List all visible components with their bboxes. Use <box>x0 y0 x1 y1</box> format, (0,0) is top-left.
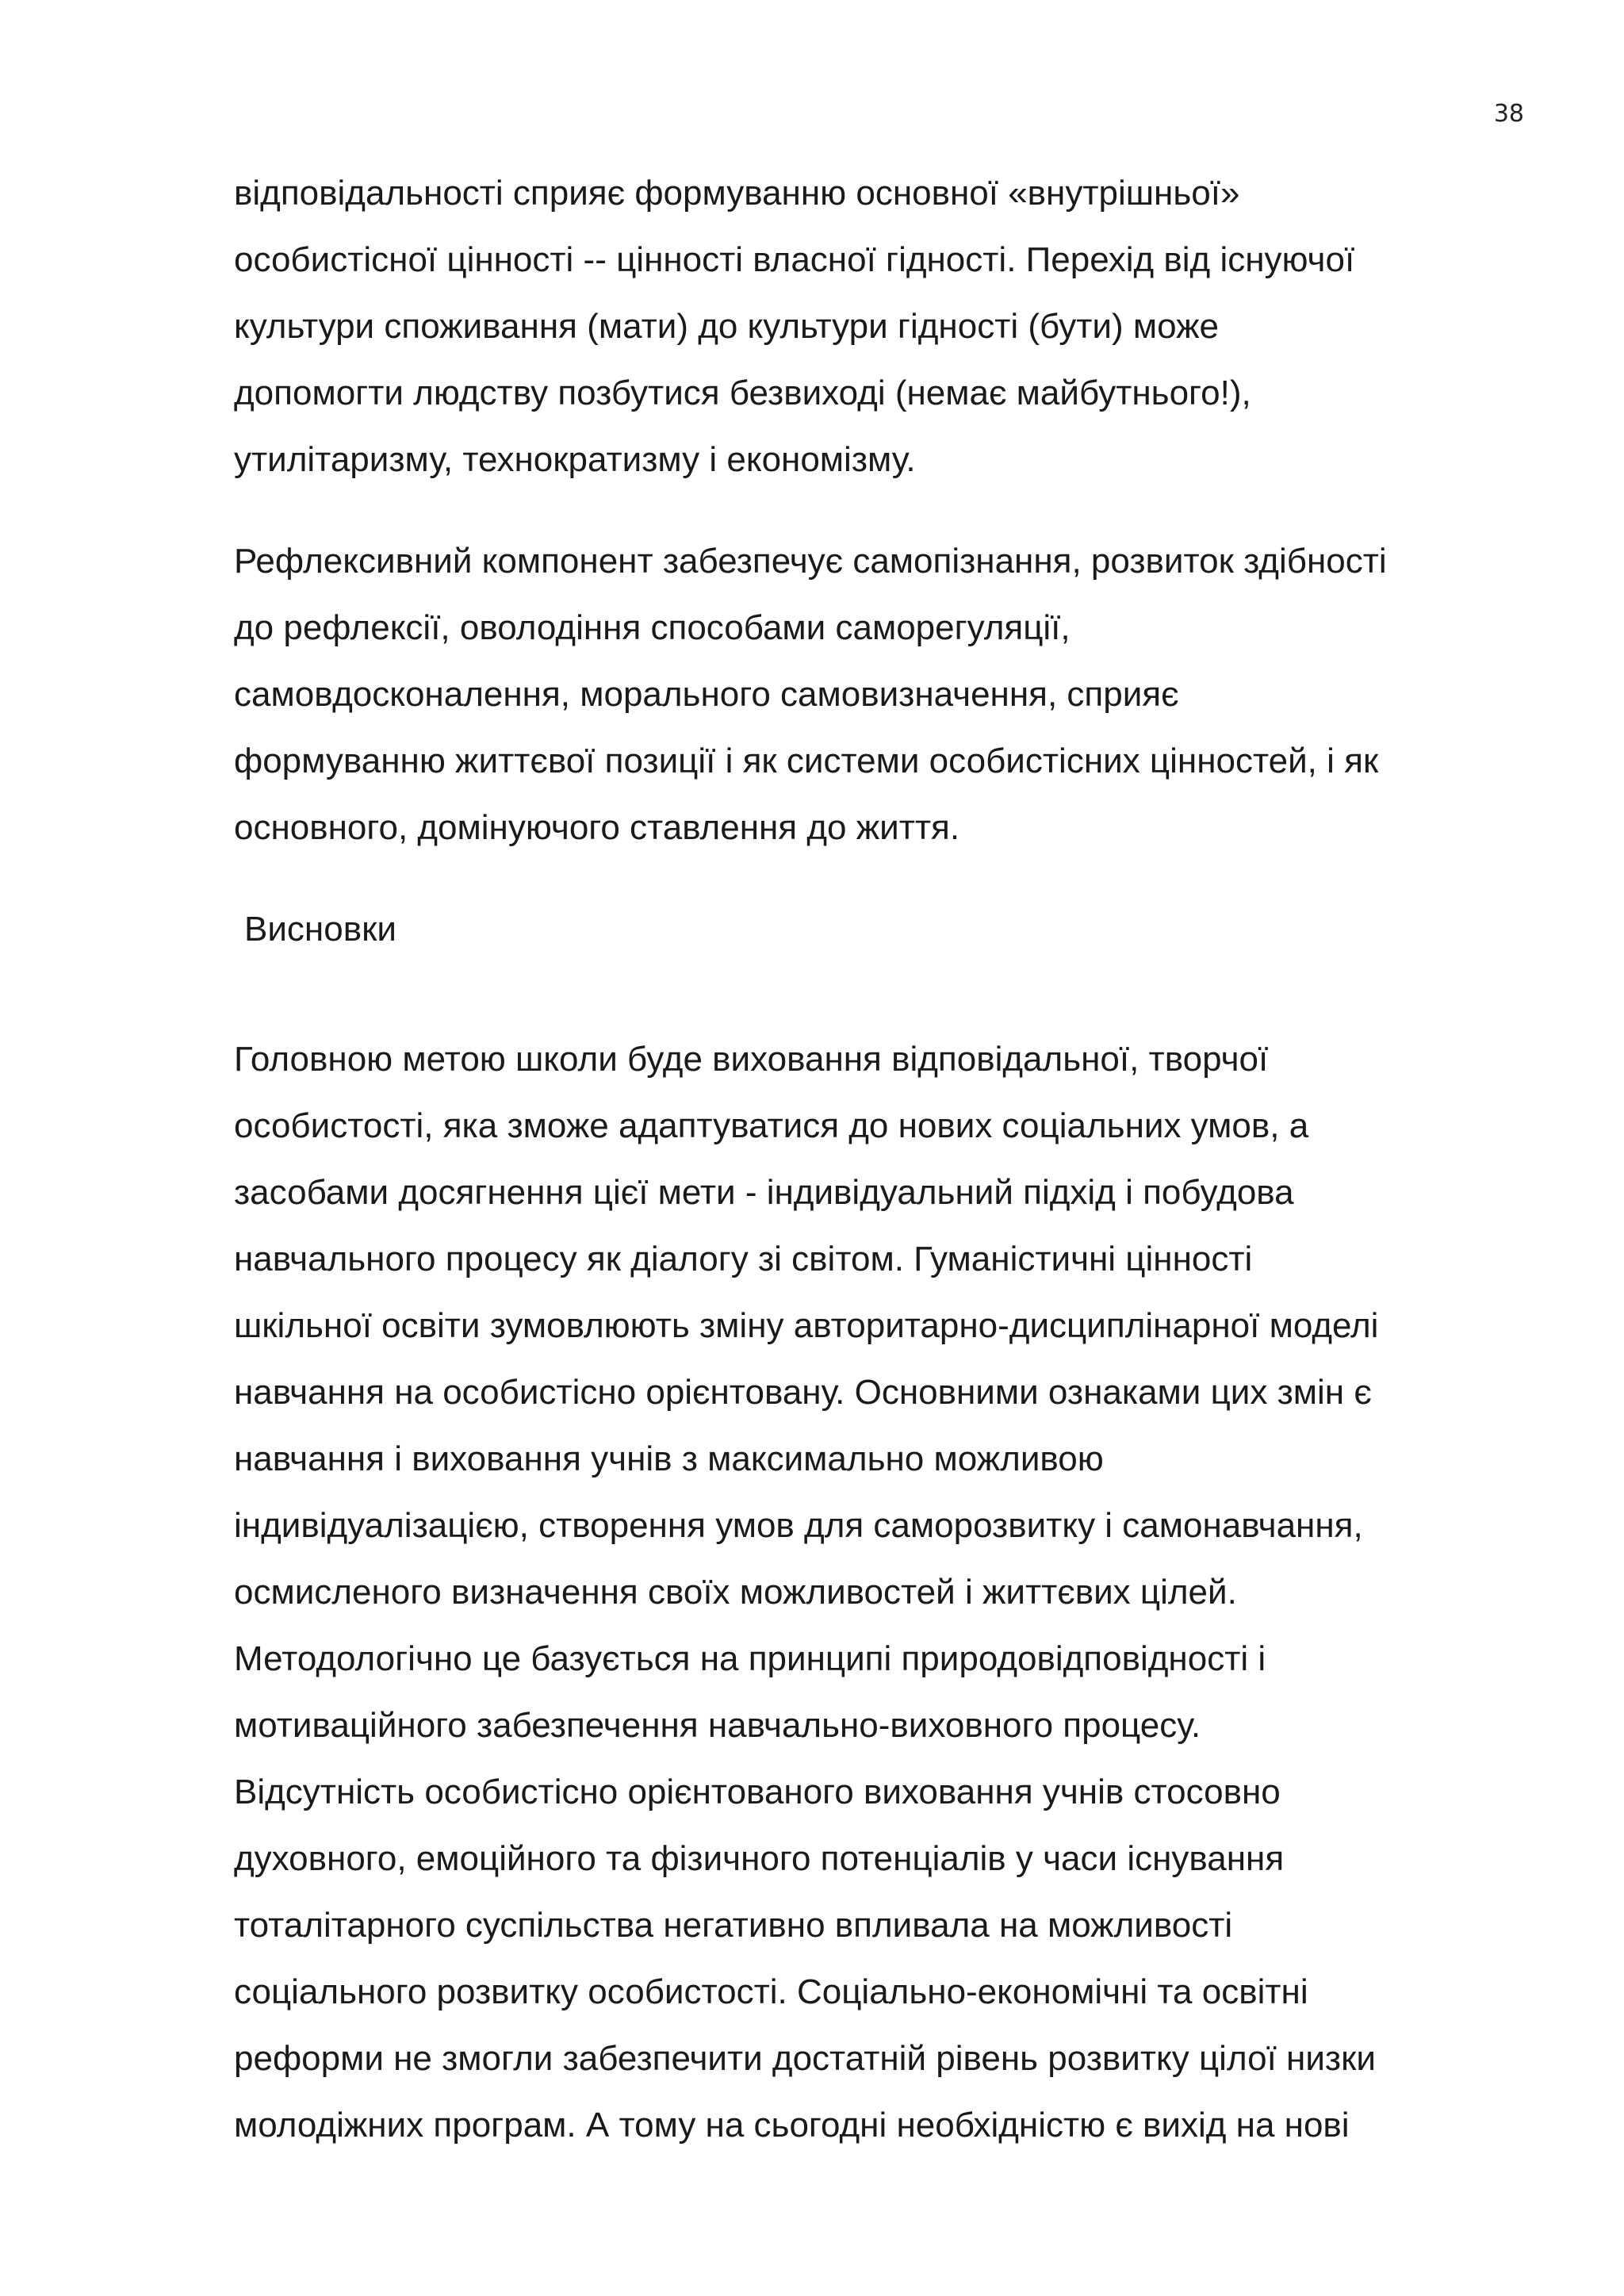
paragraph-line: соціального розвитку особистості. Соціально-економічні та освітні <box>234 1972 1308 2011</box>
paragraph-line: формуванню життєвої позиції і як системи особистісних цінностей, і як <box>234 742 1379 780</box>
paragraph-line: Відсутність особистісно орієнтованого виховання учнів стосовно <box>234 1773 1281 1811</box>
paragraph-line: тоталітарного суспільства негативно впливала на можливості <box>234 1906 1233 1945</box>
paragraph-line: молодіжних програм. А тому на сьогодні необхідністю є вихід на нові <box>234 2106 1350 2145</box>
paragraph-line: шкільної освіти зумовлюють зміну авторитарно-дисциплінарної моделі <box>234 1306 1379 1345</box>
paragraph-line: утилітаризму, технократизму і економізму. <box>234 440 916 479</box>
paragraph-line: засобами досягнення цієї мети - індивідуальний підхід і побудова <box>234 1173 1294 1212</box>
paragraph-line: Головною метою школи буде виховання відповідальної, творчої <box>234 1040 1269 1079</box>
paragraph-line: Рефлексивний компонент забезпечує самопізнання, розвиток здібності <box>234 542 1387 581</box>
paragraph-line: навчання і виховання учнів з максимально можливою <box>234 1439 1104 1478</box>
paragraph-line: духовного, емоційного та фізичного потенціалів у часи існування <box>234 1839 1285 1878</box>
paragraph-line: осмисленого визначення своїх можливостей і життєвих цілей. <box>234 1573 1237 1612</box>
paragraph-line: до рефлексії, оволодіння способами саморегуляції, <box>234 608 1071 647</box>
paragraph-line: основного, домінуючого ставлення до життя. <box>234 808 960 847</box>
paragraph-line: допомогти людству позбутися безвиході (немає майбутнього!), <box>234 374 1251 412</box>
paragraph-line: культури споживання (мати) до культури гідності (бути) може <box>234 307 1219 346</box>
paragraph-line: мотиваційного забезпечення навчально-виховного процесу. <box>234 1706 1201 1745</box>
paragraph-line: навчального процесу як діалогу зі світом. Гуманістичні цінності <box>234 1240 1253 1278</box>
paragraph-line: індивідуалізацією, створення умов для саморозвитку і самонавчання, <box>234 1506 1363 1545</box>
paragraph-line: самовдосконалення, морального самовизначення, сприяє <box>234 675 1179 714</box>
paragraph-line: відповідальності сприяє формуванню основної «внутрішньої» <box>234 174 1240 213</box>
paragraph-line: особистісної цінності -- цінності власної гідності. Перехід від існуючої <box>234 240 1355 279</box>
paragraph-line: особистості, яка зможе адаптуватися до нових соціальних умов, а <box>234 1106 1309 1145</box>
paragraph-line: реформи не змогли забезпечити достатній рівень розвитку цілої низки <box>234 2039 1376 2078</box>
paragraph-line: навчання на особистісно орієнтовану. Основними ознаками цих змін є <box>234 1373 1372 1412</box>
paragraph-line: Методологічно це базується на принципі природовідповідності і <box>234 1639 1266 1678</box>
page-number: 38 <box>1493 100 1524 128</box>
section-heading: Висновки <box>244 910 396 949</box>
